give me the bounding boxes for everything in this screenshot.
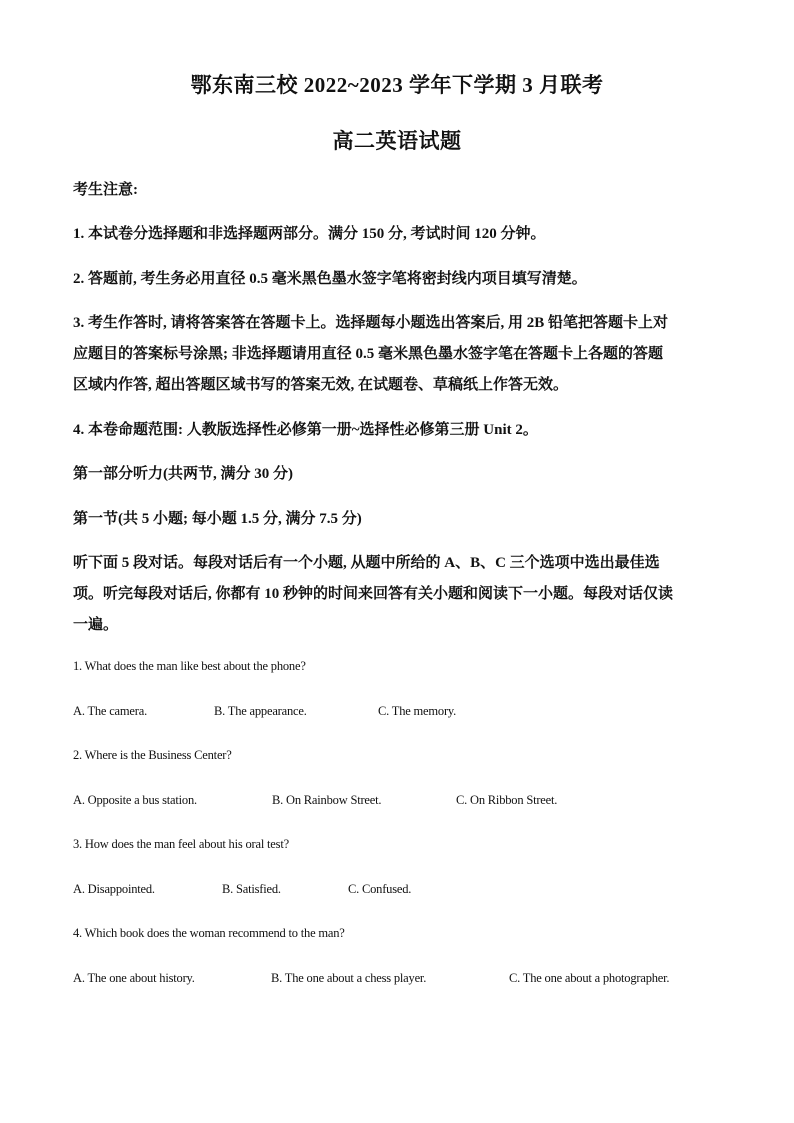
question-1-option-b: B. The appearance. [214,704,307,718]
part-heading: 第一部分听力(共两节, 满分 30 分) [73,466,293,482]
question-1-option-c: C. The memory. [378,704,457,718]
question-4-text: 4. Which book does the woman recommend to the man? [73,926,345,940]
question-3-option-c: C. Confused. [348,882,412,896]
question-3-option-a: A. Disappointed. [73,882,155,896]
instructions-line-1: 听下面 5 段对话。每段对话后有一个小题, 从题中所给的 A、B、C 三个选项中选出最佳选 [73,555,660,571]
note-1: 1. 本试卷分选择题和非选择题两部分。满分 150 分, 考试时间 120 分钟。 [73,226,546,242]
question-2-option-a: A. Opposite a bus station. [73,793,197,807]
question-1-text: 1. What does the man like best about the phone? [73,659,306,673]
instructions-line-2: 项。听完每段对话后, 你都有 10 秒钟的时间来回答有关小题和阅读下一小题。每段对话仅读 [73,586,674,602]
question-2-option-b: B. On Rainbow Street. [272,793,382,807]
question-2-text: 2. Where is the Business Center? [73,748,232,762]
exam-subtitle: 高二英语试题 [332,129,462,153]
question-4-option-b: B. The one about a chess player. [271,971,427,985]
exam-title: 鄂东南三校 2022~2023 学年下学期 3 月联考 [190,73,604,97]
question-3-option-b: B. Satisfied. [222,882,281,896]
question-4-option-a: A. The one about history. [73,971,195,985]
note-3-line-2: 应题目的答案标号涂黑; 非选择题请用直径 0.5 毫米黑色墨水签字笔在答题卡上各题的答题 [73,346,663,362]
section-heading: 第一节(共 5 小题; 每小题 1.5 分, 满分 7.5 分) [73,511,362,527]
question-1-option-a: A. The camera. [73,704,148,718]
question-3-text: 3. How does the man feel about his oral test? [73,837,289,851]
question-4-option-c: C. The one about a photographer. [509,971,670,985]
note-2: 2. 答题前, 考生务必用直径 0.5 毫米黑色墨水签字笔将密封线内项目填写清楚。 [73,271,587,287]
instructions-line-3: 一遍。 [73,617,119,633]
note-3-line-1: 3. 考生作答时, 请将答案答在答题卡上。选择题每小题选出答案后, 用 2B 铅笔把答题卡上对 [73,315,669,331]
note-4: 4. 本卷命题范围: 人教版选择性必修第一册~选择性必修第三册 Unit 2。 [73,422,538,438]
notes-heading: 考生注意: [73,182,138,198]
note-3-line-3: 区域内作答, 超出答题区域书写的答案无效, 在试题卷、草稿纸上作答无效。 [73,377,569,393]
question-2-option-c: C. On Ribbon Street. [456,793,558,807]
